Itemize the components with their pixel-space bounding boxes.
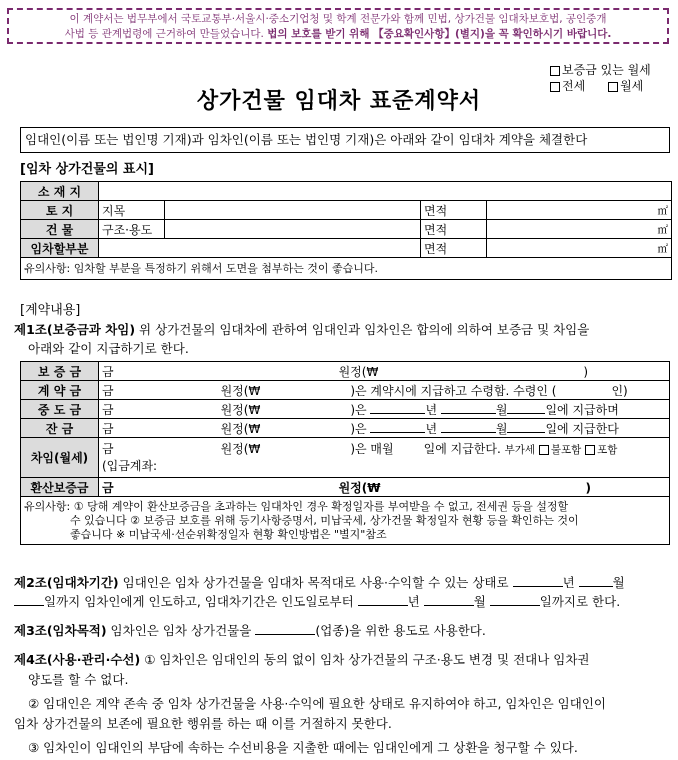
article4-para2b: 임차 상가건물의 보존에 필요한 행위를 하는 때 이를 거절하지 못한다. xyxy=(14,716,392,731)
article4-text: ① 임차인은 임대인의 동의 없이 임차 상가건물의 구조·용도 변경 및 전대나 임차권 xyxy=(140,652,590,667)
structure-field[interactable] xyxy=(165,220,421,239)
article3-text2: (업종)을 위한 용도로 사용한다. xyxy=(315,623,486,638)
rental-area-field[interactable]: ㎡ xyxy=(487,239,672,258)
location-label: 소 재 지 xyxy=(21,182,99,201)
notice-box xyxy=(7,8,669,44)
article3-text: 임차인은 임차 상가건물을 xyxy=(106,623,252,638)
article3-title: 제3조(임차목적) xyxy=(14,623,107,638)
notice-line1: 이 계약서는 법무부에서 국토교통부·서울시·중소기업청 및 학계 전문가와 함께 민법, 상가건물 임대차보호법, 공인중개 xyxy=(69,13,607,25)
option-monthly-label: 월세 xyxy=(620,79,644,93)
article4 xyxy=(14,650,670,758)
article1-text: 위 상가건물의 임대차에 관하여 임대인과 임차인은 합의에 의하여 보증금 및 차임을 xyxy=(135,322,590,337)
land-area-field[interactable]: ㎡ xyxy=(487,201,672,220)
down-payment-field[interactable]: 금 원정(₩ )은 계약시에 지급하고 수령함. 수령인 ( 인) xyxy=(99,381,670,400)
building-area-label: 면적 xyxy=(421,220,487,239)
payment-table xyxy=(20,361,670,545)
article2-text: 임대인은 임차 상가건물을 임대차 목적대로 사용·수익할 수 있는 상태로 xyxy=(118,575,509,590)
land-area-label: 면적 xyxy=(421,201,487,220)
option-jeonse-label: 전세 xyxy=(562,79,586,93)
land-type-field[interactable] xyxy=(165,201,421,220)
checkbox-deposit-monthly[interactable] xyxy=(550,66,560,76)
converted-deposit-label: 환산보증금 xyxy=(21,478,99,497)
land-type-label: 지목 xyxy=(99,201,165,220)
property-note: 유의사항: 임차할 부분을 특정하기 위해서 도면을 첨부하는 것이 좋습니다. xyxy=(21,258,672,280)
notice-line2: 사법 등 관계법령에 근거하여 만들었습니다. xyxy=(64,28,264,40)
rent-field[interactable]: 금 원정(₩ )은 매월 일에 지급한다. 부가세 불포함 포함 (입금계좌: xyxy=(99,438,670,478)
article4-para3: ③ 임차인이 임대인의 부담에 속하는 수선비용을 지출한 때에는 임대인에게 그 상환을 청구할 수 있다. xyxy=(28,740,578,755)
middle-payment-field[interactable]: 금 원정(₩ )은 년 월 일에 지급하며 xyxy=(99,400,670,419)
document-title: 상가건물 임대차 표준계약서 xyxy=(196,89,482,114)
article2: 제2조(임대차기간) 임대인은 임차 상가건물을 임대차 목적대로 사용·수익할 수 있는 상태로 년 월 일까지 임차인에게 인도하고, 임대차기간은 인도일로부터 년 월 일까지로 한다. xyxy=(14,575,625,609)
article3 xyxy=(14,621,670,640)
property-table xyxy=(20,181,672,280)
payment-note-line3: 좋습니다 ※ 미납국세·선순위확정일자 현황 확인방법은 "별지"참조 xyxy=(70,527,387,541)
converted-deposit-field[interactable]: 금 원정(₩ ) xyxy=(99,478,670,497)
down-payment-label: 계 약 금 xyxy=(21,381,99,400)
article1-text2: 아래와 같이 지급하기로 한다. xyxy=(28,341,189,356)
article2-title: 제2조(임대차기간) xyxy=(14,575,119,590)
article2-text2: 일까지 임차인에게 인도하고, 임대차기간은 인도일로부터 xyxy=(44,594,354,609)
building-label: 건 물 xyxy=(21,220,99,239)
location-field[interactable] xyxy=(99,182,672,201)
article4-title: 제4조(사용·관리·수선) xyxy=(14,652,141,667)
middle-payment-label: 중 도 금 xyxy=(21,400,99,419)
contract-section-heading: [계약내용] xyxy=(20,303,81,318)
building-area-field[interactable]: ㎡ xyxy=(487,220,672,239)
option-deposit-monthly-label: 보증금 있는 월세 xyxy=(562,63,651,77)
payment-note-line1: 유의사항: ① 당해 계약이 환산보증금을 초과하는 임대차인 경우 확정일자를 부여받을 수 없고, 전세권 등을 설정할 xyxy=(24,499,569,513)
land-label: 토 지 xyxy=(21,201,99,220)
rental-area-label: 면적 xyxy=(421,239,487,258)
rental-part-label: 임차할부분 xyxy=(21,239,99,258)
article1 xyxy=(14,320,670,358)
article4-para2: ② 임대인은 계약 존속 중 임차 상가건물을 사용·수익에 필요한 상태로 유지하여야 하고, 임차인은 임대인이 xyxy=(28,696,606,711)
property-section-heading: [임차 상가건물의 표시] xyxy=(20,162,154,177)
deposit-field[interactable]: 금 원정(₩ ) xyxy=(99,362,670,381)
notice-emphasis: 법의 보호를 받기 위해 【중요확인사항】(별지)을 꼭 확인하시기 바랍니다. xyxy=(267,28,612,40)
intro-text: 임대인(이름 또는 법인명 기재)과 임차인(이름 또는 법인명 기재)은 아래와 같이 임대차 계약을 체결한다 xyxy=(20,127,670,153)
rent-label: 차임(월세) xyxy=(21,438,99,478)
payment-note xyxy=(21,497,670,545)
article1-title: 제1조(보증금과 차임) xyxy=(14,322,136,337)
payment-note-line2: 수 있습니다 ② 보증금 보호를 위해 등기사항증명서, 미납국세, 상가건물 확정일자 현황 등을 확인하는 것이 xyxy=(70,513,579,527)
article4-text2: 양도를 할 수 없다. xyxy=(28,672,129,687)
rental-part-field[interactable] xyxy=(99,239,421,258)
balance-field[interactable]: 금 원정(₩ )은 년 월 일에 지급한다 xyxy=(99,419,670,438)
deposit-label: 보 증 금 xyxy=(21,362,99,381)
balance-label: 잔 금 xyxy=(21,419,99,438)
structure-label: 구조·용도 xyxy=(99,220,165,239)
